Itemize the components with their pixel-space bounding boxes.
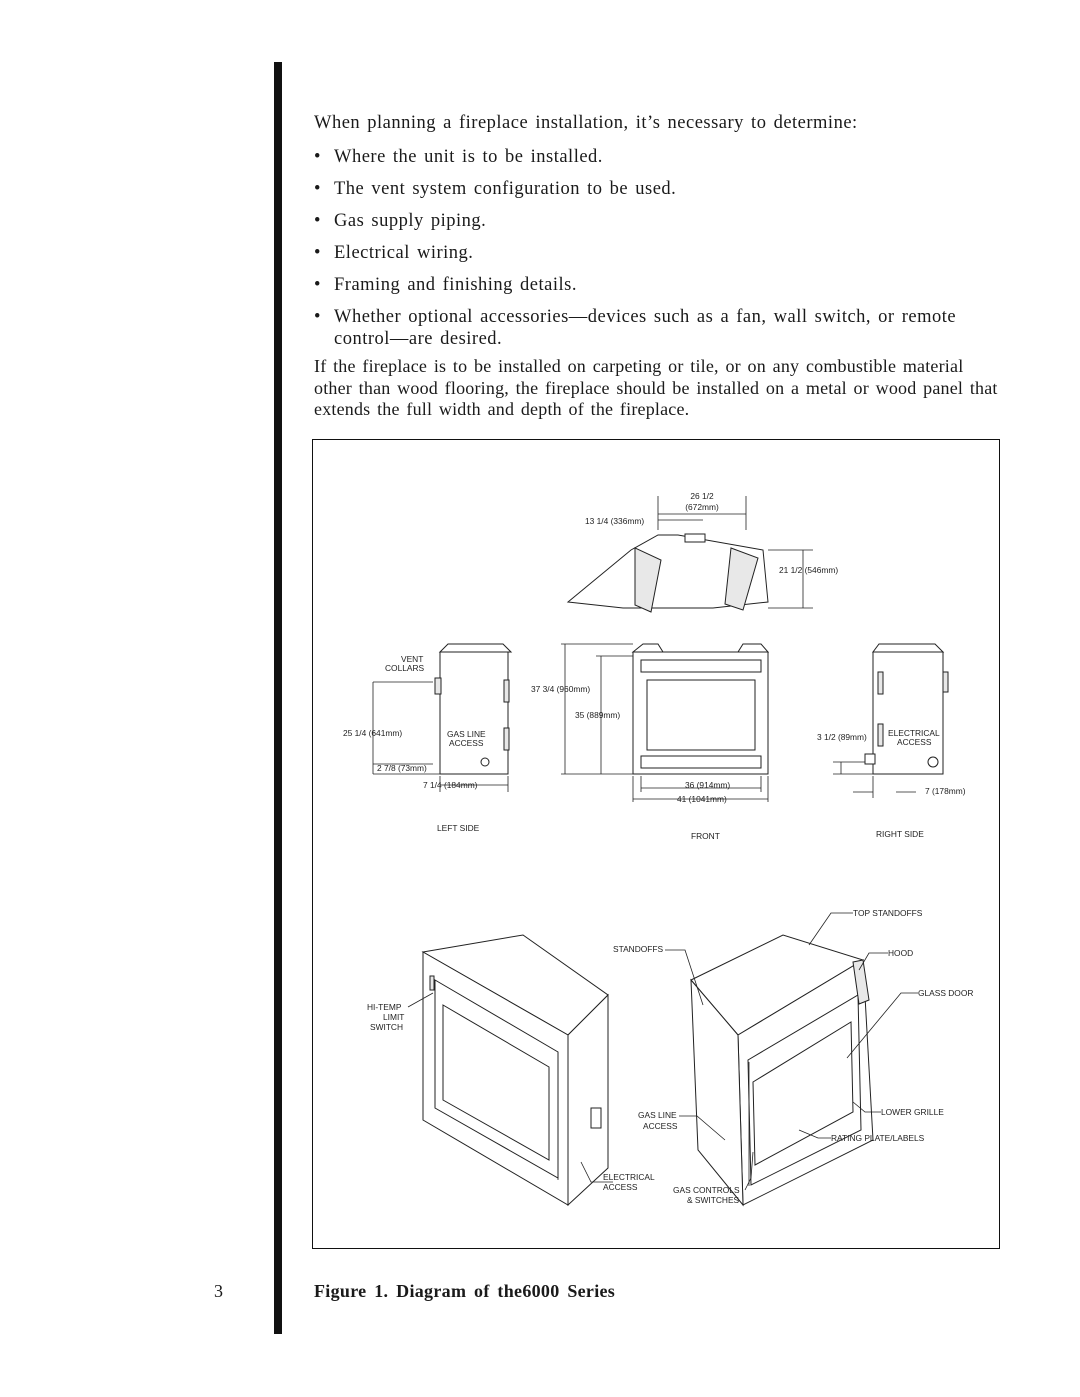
- gas-line-access-label-1: GAS LINE: [638, 1110, 677, 1120]
- bullet-icon: •: [314, 307, 321, 327]
- electrical-label-1: ELECTRICAL: [888, 728, 940, 738]
- hi-temp-label-2: LIMIT: [383, 1012, 405, 1022]
- bullet-icon: •: [314, 179, 321, 199]
- right-side-view: [833, 644, 948, 798]
- fireplace-diagram: [312, 439, 1000, 1249]
- left-isometric-view: [408, 935, 608, 1205]
- figure-caption: Figure 1. Diagram of the6000 Series: [314, 1281, 616, 1301]
- list-item: • Framing and finishing details.: [314, 275, 577, 295]
- bullet-icon: •: [314, 243, 321, 263]
- vent-collars-label-1: VENT: [401, 654, 424, 664]
- gas-controls-label-2: & SWITCHES: [687, 1195, 740, 1205]
- list-item: • Electrical wiring.: [314, 243, 474, 263]
- page-number: 3: [214, 1281, 223, 1301]
- right-height-label: 3 1/2 (89mm): [817, 732, 867, 742]
- vent-collars-label-2: COLLARS: [385, 663, 425, 673]
- electrical-access-label-1: ELECTRICAL: [603, 1172, 655, 1182]
- left-side-caption: LEFT SIDE: [437, 823, 480, 833]
- bullet-icon: •: [314, 147, 321, 167]
- hi-temp-label-3: SWITCH: [370, 1022, 404, 1032]
- intro-text: When planning a fireplace installation, it’s necessary to determine:: [314, 113, 858, 133]
- lower-grille-label: LOWER GRILLE: [881, 1107, 944, 1117]
- gas-line-access-label-2: ACCESS: [643, 1121, 678, 1131]
- right-depth-label: 7 (178mm): [925, 786, 966, 796]
- left-depth-label: 7 1/4 (184mm): [423, 780, 478, 790]
- rating-plate-label: RATING PLATE/LABELS: [831, 1133, 925, 1143]
- list-item: • The vent system configuration to be used.: [314, 179, 677, 199]
- top-width-label: 26 1/2: [690, 491, 714, 501]
- top-width-mm-label: (672mm): [685, 502, 719, 512]
- front-height-outer-label: 37 3/4 (960mm): [531, 684, 591, 694]
- glass-door-label: GLASS DOOR: [918, 988, 974, 998]
- hi-temp-label-1: HI-TEMP: [367, 1002, 402, 1012]
- bullet-icon: •: [314, 275, 321, 295]
- list-item: • Where the unit is to be installed.: [314, 147, 603, 167]
- top-depth-label: 21 1/2 (546mm): [779, 565, 839, 575]
- right-side-caption: RIGHT SIDE: [876, 829, 924, 839]
- front-view: [561, 644, 768, 802]
- requirements-list: [314, 146, 1004, 360]
- front-width-inner-label: 36 (914mm): [685, 780, 731, 790]
- list-item: • Gas supply piping.: [314, 211, 487, 231]
- top-standoffs-label: TOP STANDOFFS: [853, 908, 923, 918]
- left-small-label: 2 7/8 (73mm): [377, 763, 427, 773]
- diagram-svg: [313, 440, 999, 1248]
- front-caption: FRONT: [691, 831, 720, 841]
- electrical-label-2: ACCESS: [897, 737, 932, 747]
- bullet-icon: •: [314, 211, 321, 231]
- left-height-label: 25 1/4 (641mm): [343, 728, 403, 738]
- gas-line-label-2: ACCESS: [449, 738, 484, 748]
- top-half-label: 13 1/4 (336mm): [585, 516, 645, 526]
- front-height-inner-label: 35 (889mm): [575, 710, 621, 720]
- list-item: • Whether optional accessories—devices such as a fan, wall switch, or remote control—are desired.: [314, 307, 957, 349]
- hood-label: HOOD: [888, 948, 914, 958]
- gas-controls-label-1: GAS CONTROLS: [673, 1185, 740, 1195]
- standoffs-label: STANDOFFS: [613, 944, 664, 954]
- top-view: [568, 496, 813, 612]
- installation-paragraph: If the fireplace is to be installed on carpeting or tile, or on any combustible material other than wood flooring, the fireplace should be installed on a metal or wood panel that extends the full width and depth of the fireplace.: [314, 356, 998, 419]
- electrical-access-label-2: ACCESS: [603, 1182, 638, 1192]
- right-isometric-view: [691, 935, 873, 1205]
- gas-line-label-1: GAS LINE: [447, 729, 486, 739]
- margin-rule: [274, 62, 282, 1334]
- front-width-outer-label: 41 (1041mm): [677, 794, 727, 804]
